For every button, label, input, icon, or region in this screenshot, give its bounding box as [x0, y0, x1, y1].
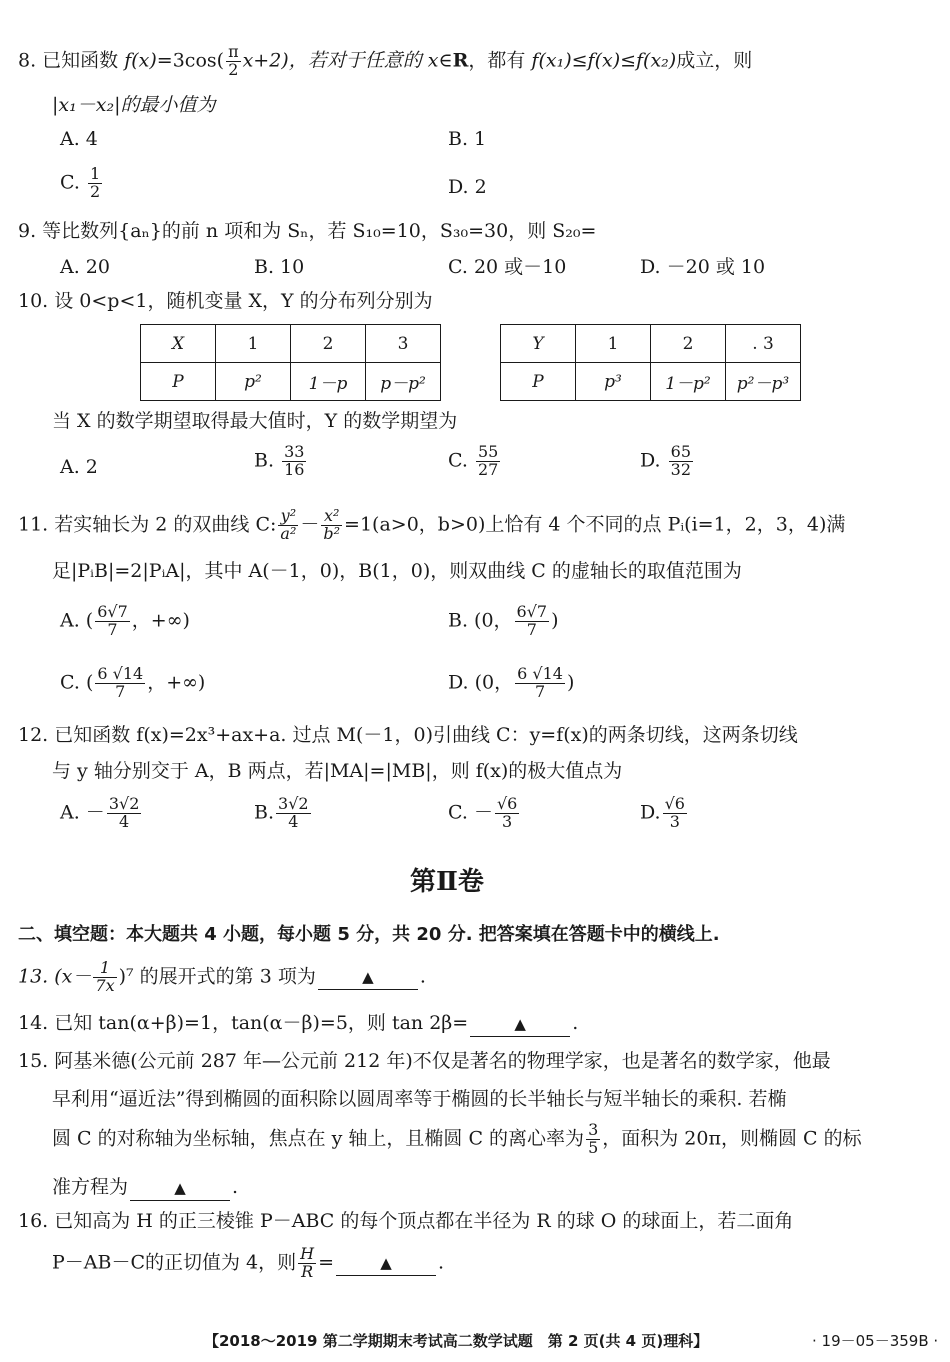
frac-num: 6√7 — [516, 602, 548, 621]
frac-den: 4 — [288, 811, 299, 831]
q13-text-a: 13. (x－ — [18, 965, 92, 988]
frac-den: 7x — [95, 975, 115, 995]
triangle-icon: ▲ — [174, 1179, 186, 1197]
frac-den: 7 — [534, 681, 546, 701]
triangle-icon: ▲ — [514, 1015, 526, 1033]
q14-stem — [18, 1012, 578, 1037]
q8-option-c-frac — [88, 166, 102, 201]
q9-option-c: C. 20 或－10 — [448, 256, 567, 278]
triangle-icon: ▲ — [362, 968, 374, 987]
table-cell: 1 — [216, 325, 291, 363]
table-cell: 1 — [576, 325, 651, 363]
table-cell: p³ — [576, 363, 651, 401]
q8-R: R — [452, 49, 469, 72]
frac-num: H — [300, 1244, 315, 1263]
table-cell: p² — [216, 363, 291, 401]
q11-frac-x2-b2 — [321, 508, 342, 543]
table-row — [141, 363, 441, 401]
option-label: D. — [640, 801, 661, 824]
frac-num: 3√2 — [278, 794, 309, 813]
q8-option-b: B. 1 — [448, 128, 487, 150]
frac-num: 55 — [477, 442, 499, 461]
q11-stem-line1 — [18, 508, 845, 543]
q8-option-c — [60, 166, 104, 201]
q11-minus: － — [300, 513, 320, 536]
q10-stem: 10. 设 0<p<1，随机变量 X，Y 的分布列分别为 — [18, 290, 433, 312]
q11-option-b — [448, 604, 559, 639]
q11-text-b: =1(a>0，b>0)上恰有 4 个不同的点 Pᵢ(i=1，2，3，4)满 — [344, 513, 846, 536]
table-cell: 1－p — [291, 363, 366, 401]
table-row — [501, 363, 801, 401]
frac-num: 6√7 — [97, 602, 128, 621]
table-cell: p²－p³ — [726, 363, 801, 401]
q11-option-b-frac — [515, 604, 550, 639]
frac-den: b² — [323, 523, 341, 543]
frac-den: 3 — [502, 811, 513, 831]
q12-option-a-frac — [107, 796, 142, 831]
q13-answer-blank[interactable] — [318, 965, 418, 990]
option-label: B. — [254, 801, 275, 824]
q12-option-d-frac — [663, 796, 687, 831]
q11-option-d-frac — [515, 666, 565, 701]
q13-frac — [93, 960, 116, 995]
triangle-icon: ▲ — [380, 1254, 392, 1273]
q8-in: ∈ — [438, 49, 453, 72]
section2-title: 二、填空题：本大题共 4 小题，每小题 5 分，共 20 分. 把答案填在答题卡中的横线上. — [18, 924, 720, 945]
q10-table-x — [140, 324, 441, 401]
option-tail: ) — [551, 609, 559, 632]
option-tail: ，+∞) — [147, 671, 206, 694]
q10-option-c-frac — [476, 444, 500, 479]
frac-den: 16 — [284, 459, 305, 479]
q8-fx: f(x) — [124, 49, 157, 72]
option-label: A. － — [60, 801, 105, 824]
q10-option-c — [448, 444, 502, 479]
option-label: B. (0， — [448, 609, 513, 632]
q9-option-b: B. 10 — [254, 256, 305, 278]
table-cell: P — [141, 363, 216, 401]
q16-period: . — [438, 1251, 445, 1274]
option-label: D. — [640, 449, 661, 472]
footer-title: 【2018～2019 第二学期期末考试高二数学试题 第 2 页(共 4 页)理科】 — [204, 1332, 709, 1350]
q12-option-b — [254, 796, 313, 831]
q10-question: 当 X 的数学期望取得最大值时，Y 的数学期望为 — [52, 410, 458, 432]
q11-text-a: 11. 若实轴长为 2 的双曲线 C: — [18, 513, 277, 536]
q9-option-a: A. 20 — [60, 256, 110, 278]
frac-num: x² — [321, 508, 342, 526]
q8-frac-pi-2 — [226, 44, 241, 79]
q15-line3 — [52, 1122, 862, 1157]
q8-stem-line2: |x₁－x₂|的最小值为 — [52, 94, 216, 116]
option-tail: ，+∞) — [131, 609, 190, 632]
q15-line4 — [52, 1176, 238, 1201]
frac-den: 32 — [670, 459, 692, 479]
q8-text-e: ，都有 — [468, 49, 526, 72]
option-label: C. ( — [60, 671, 94, 694]
frac-den: 3 — [669, 811, 680, 831]
q10-option-d-frac — [669, 444, 693, 479]
option-label: A. ( — [60, 609, 94, 632]
frac-num: 1 — [93, 960, 116, 978]
q8-condition: f(x₁)≤f(x)≤f(x₂) — [531, 49, 677, 72]
table-cell: . 3 — [726, 325, 801, 363]
q11-option-c — [60, 666, 205, 701]
q16-frac — [298, 1246, 316, 1281]
q8-option-d: D. 2 — [448, 176, 487, 198]
q16-line1: 16. 已知高为 H 的正三棱锥 P－ABC 的每个顶点都在半径为 R 的球 O 的球面上，若二面角 — [18, 1210, 794, 1232]
q11-option-a — [60, 604, 190, 639]
q12-option-d — [640, 796, 689, 831]
table-cell: 2 — [651, 325, 726, 363]
frac-den: a² — [280, 523, 297, 543]
q10-table-y — [500, 324, 801, 401]
q8-option-a: A. 4 — [60, 128, 98, 150]
frac-num: 3√2 — [108, 794, 140, 813]
table-cell: 2 — [291, 325, 366, 363]
frac-den: R — [301, 1261, 314, 1281]
q9-option-d: D. －20 或 10 — [640, 256, 766, 278]
q8-text: 8. 已知函数 — [18, 49, 119, 72]
q15-line2: 早利用“逼近法”得到椭圆的面积除以圆周率等于椭圆的长半轴长与短半轴长的乘积. 若椭 — [52, 1088, 787, 1110]
frac-num: 33 — [284, 442, 305, 461]
q8-stem-line1 — [18, 44, 752, 79]
option-label: C. — [448, 449, 468, 472]
q16-answer-blank[interactable] — [336, 1251, 436, 1276]
table-cell: Y — [501, 325, 576, 363]
q14-text: 14. 已知 tan(α+β)=1，tan(α－β)=5，则 tan 2β= — [18, 1012, 469, 1034]
q11-stem-line2: 足|PᵢB|=2|PᵢA|，其中 A(－1，0)，B(1，0)，则双曲线 C 的虚轴长的取值范围为 — [52, 560, 742, 582]
q16-line2 — [52, 1246, 444, 1281]
q15-line1: 15. 阿基米德(公元前 287 年—公元前 212 年)不仅是著名的物理学家，也是著名的数学家，他最 — [18, 1050, 831, 1072]
frac-den: 7 — [526, 619, 537, 639]
table-row — [501, 325, 801, 363]
frac-num: 6 √14 — [97, 664, 144, 683]
q12-stem-line1: 12. 已知函数 f(x)=2x³+ax+a. 过点 M(－1，0)引曲线 C：y=f(x)的两条切线，这两条切线 — [18, 724, 798, 746]
q16-text-a: P－AB－C的正切值为 4，则 — [52, 1251, 297, 1274]
frac-num: √6 — [496, 794, 518, 813]
frac-den: 27 — [477, 459, 499, 479]
frac-den: 7 — [107, 619, 118, 639]
frac-den: 5 — [588, 1137, 599, 1157]
table-row — [141, 325, 441, 363]
q9-stem: 9. 等比数列{aₙ}的前 n 项和为 Sₙ，若 S₁₀=10，S₃₀=30，则 S₂₀= — [18, 220, 597, 242]
q15-period: . — [232, 1176, 239, 1198]
q15-text-b: ，面积为 20π，则椭圆 C 的标 — [602, 1127, 862, 1150]
table-cell: P — [501, 363, 576, 401]
q15-text-a: 圆 C 的对称轴为坐标轴，焦点在 y 轴上，且椭圆 C 的离心率为 — [52, 1127, 585, 1150]
frac-num: 3 — [588, 1120, 599, 1139]
q12-option-c-frac — [495, 796, 519, 831]
q10-option-b — [254, 444, 308, 479]
frac-num: √6 — [664, 794, 685, 813]
q8-text-b: =3cos( — [156, 49, 225, 72]
frac-den: 7 — [115, 681, 126, 701]
footer-code: · 19－05－359B · — [812, 1332, 939, 1350]
frac-num: 1 — [89, 164, 101, 183]
frac-num: y² — [278, 508, 298, 526]
q12-option-b-frac — [276, 796, 311, 831]
table-cell: X — [141, 325, 216, 363]
q14-period: . — [572, 1012, 579, 1034]
q12-option-c — [448, 796, 521, 831]
q10-option-d — [640, 444, 695, 479]
q8-frac-den: 2 — [228, 59, 239, 79]
frac-num: 65 — [670, 442, 692, 461]
q8-option-c-label: C. — [60, 171, 80, 194]
q14-answer-blank[interactable] — [470, 1012, 570, 1037]
q13-period: . — [419, 965, 426, 988]
q11-option-c-frac — [95, 666, 145, 701]
q8-frac-num: π — [228, 42, 239, 61]
q15-frac — [586, 1122, 600, 1157]
frac-den: 2 — [89, 181, 101, 201]
q8-text-f: 成立，则 — [676, 49, 753, 72]
q12-stem-line2: 与 y 轴分别交于 A，B 两点，若|MA|=|MB|，则 f(x)的极大值点为 — [52, 760, 623, 782]
q13-stem — [18, 960, 426, 995]
q11-frac-y2-a2 — [278, 508, 298, 543]
table-cell: 1－p² — [651, 363, 726, 401]
q13-text-b: )⁷ 的展开式的第 3 项为 — [118, 965, 316, 988]
q11-option-d — [448, 666, 574, 701]
q15-text-c: 准方程为 — [52, 1176, 129, 1198]
frac-num: 6 √14 — [517, 664, 563, 683]
q16-text-b: = — [318, 1251, 335, 1274]
table-cell: p－p² — [366, 363, 441, 401]
frac-den: 4 — [119, 811, 130, 831]
q10-option-a: A. 2 — [60, 456, 98, 478]
table-cell: 3 — [366, 325, 441, 363]
part2-heading: 第Ⅱ卷 — [410, 867, 484, 897]
q8-text-c: x+2)，若对于任意的 — [242, 49, 422, 72]
option-label: B. — [254, 449, 275, 472]
q12-option-a — [60, 796, 143, 831]
q8-x: x — [427, 49, 439, 72]
option-tail: ) — [566, 671, 575, 694]
option-label: D. (0， — [448, 671, 514, 694]
q11-option-a-frac — [95, 604, 130, 639]
option-label: C. － — [448, 801, 493, 824]
q10-option-b-frac — [282, 444, 306, 479]
q15-answer-blank[interactable] — [130, 1176, 230, 1201]
